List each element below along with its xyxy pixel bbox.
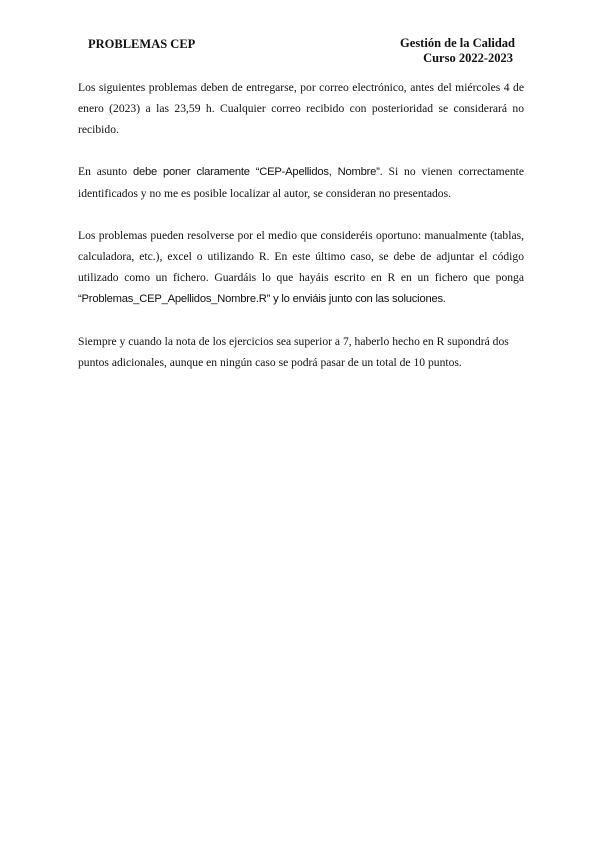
- paragraph-subject-format-end: . Si no vienen correctamente identificados y no me es posible localizar al autor, se consideran no presentados.: [78, 165, 524, 200]
- document-body: [78, 77, 524, 394]
- paragraph-methods-end: .: [442, 292, 446, 305]
- paragraph-methods-start: Los problemas pueden resolverse por el medio que consideréis oportuno: manualmente (tablas, calculadora, etc.), excel o utilizando R. En este último caso, se debe de adjuntar el código utilizado como un fichero. Guardáis lo que hayáis escrito en R en un fichero que ponga: [78, 229, 524, 284]
- paragraph-subject-format-start: En asunto: [78, 165, 133, 178]
- file-naming-instruction: “Problemas_CEP_Apellidos_Nombre.R” y lo enviáis junto con las soluciones: [78, 293, 443, 305]
- paragraph-bonus-points: Siempre y cuando la nota de los ejercicios sea superior a 7, haberlo hecho en R supondrá dos puntos adicionales, aunque en ningún caso se podrá pasar de un total de 10 puntos.: [78, 335, 509, 369]
- paragraph-methods: [78, 225, 524, 310]
- header-course-info: [400, 36, 515, 66]
- paragraph-deadline: Los siguientes problemas deben de entregarse, por correo electrónico, antes del miércoles 4 de enero (2023) a las 23,59 h. Cualquier correo recibido con posterioridad se considerará no recibido.: [78, 81, 524, 136]
- header-subject: Gestión de la Calidad: [400, 36, 515, 50]
- paragraph-subject-format: [78, 161, 524, 204]
- header-title: PROBLEMAS CEP: [88, 37, 196, 51]
- subject-format-instruction: debe poner claramente “CEP-Apellidos, Nombre”: [132, 166, 380, 178]
- header-course-year: Curso 2022-2023: [423, 51, 513, 65]
